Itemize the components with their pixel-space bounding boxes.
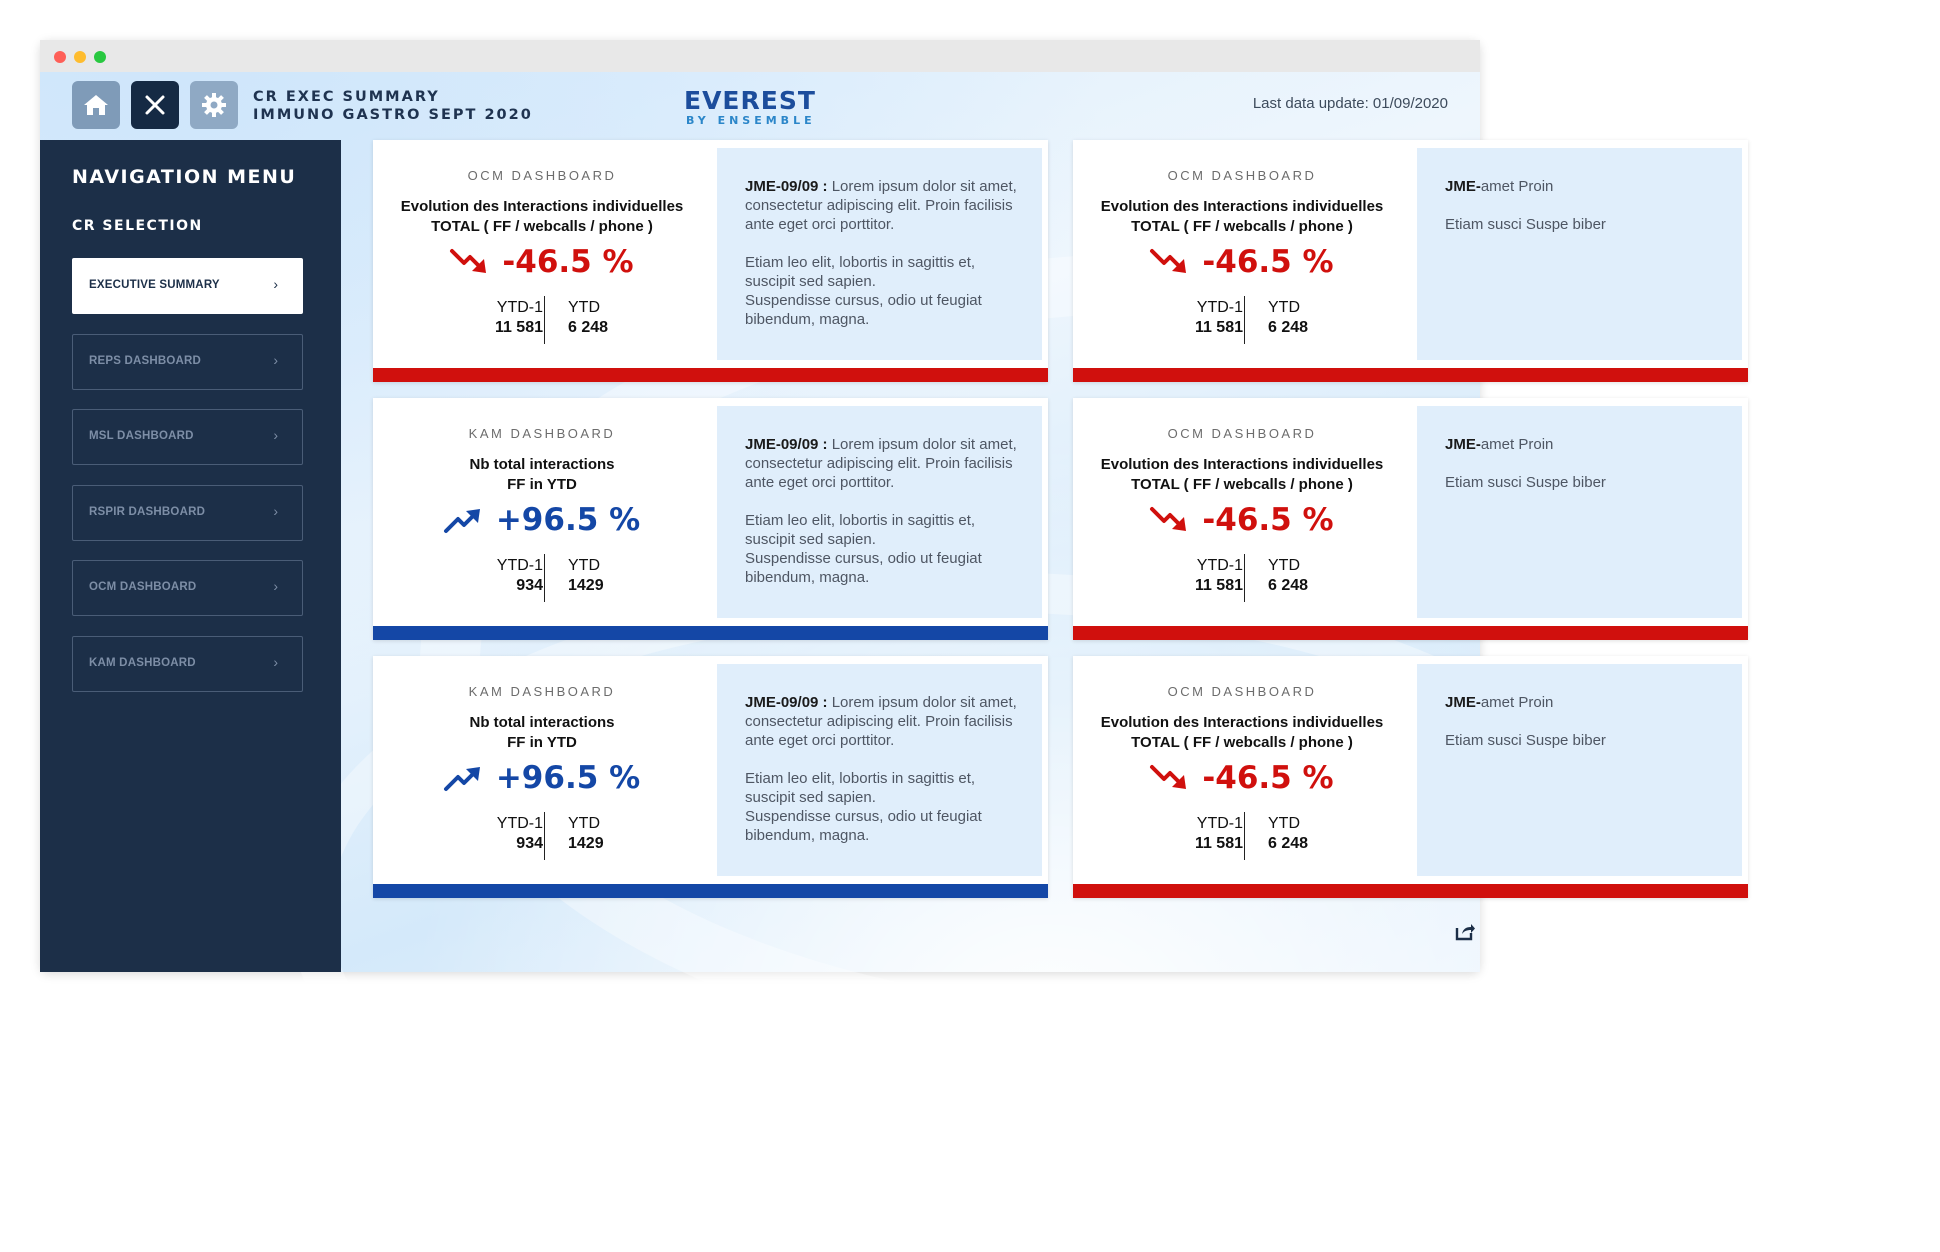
card-comment-panel: [1417, 148, 1742, 360]
kpi-card-metrics: [1073, 140, 1411, 368]
ytd-current-value: 1429: [568, 577, 604, 594]
ytd-divider: [1244, 812, 1245, 860]
card-dashboard-label: KAM DASHBOARD: [468, 426, 616, 441]
chevron-right-icon: ›: [273, 578, 278, 595]
window-minimize-dot[interactable]: [74, 51, 86, 63]
kpi-change: [1073, 502, 1411, 542]
card-title-line2: TOTAL ( FF / webcalls / phone ): [1131, 476, 1353, 493]
kpi-change: [1073, 244, 1411, 284]
ytd-divider: [544, 296, 545, 344]
chevron-right-icon: ›: [273, 351, 278, 368]
card-title-line2: FF in YTD: [507, 476, 577, 493]
ytd-current: [568, 298, 668, 338]
ytd-previous: [1143, 556, 1243, 596]
navigation-sidebar: [40, 140, 341, 972]
trend-up-arrow-icon: [444, 505, 484, 535]
card-title-line1: Nb total interactions: [469, 456, 615, 473]
comment-body-1: Lorem ipsum dolor sit amet, consectetur adipiscing elit. Proin facilisis ante eget orci porttitor.: [745, 436, 1017, 491]
share-export-icon: [1454, 920, 1476, 942]
ytd-current: [1268, 814, 1368, 854]
card-trend-bar: [373, 368, 1048, 382]
card-comment-text: [1445, 693, 1725, 750]
ytd-previous: [443, 556, 543, 596]
sidebar-item-label: KAM DASHBOARD: [89, 657, 196, 669]
card-title: [1073, 197, 1411, 237]
card-comment-panel: [1417, 664, 1742, 876]
ytd-current: [1268, 556, 1368, 596]
sidebar-item-label: RSPIR DASHBOARD: [89, 505, 206, 518]
comment-author-date: JME-: [1445, 178, 1481, 195]
kpi-change: [1073, 760, 1411, 800]
card-dashboard-label: OCM DASHBOARD: [467, 168, 617, 183]
close-button[interactable]: [131, 81, 179, 129]
ytd-current-value: 6 248: [1268, 577, 1309, 594]
ytd-previous-label: YTD-1: [1196, 299, 1243, 316]
kpi-card[interactable]: [1073, 656, 1748, 898]
cr-selection-heading: CR SELECTION: [72, 218, 203, 234]
ytd-previous-value: 11 581: [1194, 577, 1243, 594]
ytd-current: [568, 556, 668, 596]
kpi-change-value: -46.5 %: [1202, 760, 1334, 796]
ytd-previous-label: YTD-1: [496, 299, 543, 316]
kpi-change-value: -46.5 %: [502, 244, 634, 280]
comment-body-2: Etiam leo elit, lobortis in sagittis et, suscipit sed sapien. Suspendisse cursus, odio ut feugiat bibendum, magna.: [745, 254, 982, 328]
card-title: [1073, 455, 1411, 495]
card-title-line1: Evolution des Interactions individuelles: [1100, 714, 1384, 731]
ytd-previous-value: 11 581: [1194, 319, 1243, 336]
ytd-current-label: YTD: [568, 299, 600, 316]
window-maximize-dot[interactable]: [94, 51, 106, 63]
ytd-previous: [1143, 814, 1243, 854]
trend-down-arrow-icon: [1150, 505, 1190, 535]
chevron-right-icon: ›: [273, 427, 278, 444]
card-comment-text: [745, 693, 1025, 845]
card-title-line2: TOTAL ( FF / webcalls / phone ): [431, 218, 653, 235]
kpi-change: [373, 760, 711, 800]
kpi-change: [373, 502, 711, 542]
ytd-current-label: YTD: [1268, 299, 1300, 316]
ytd-previous-label: YTD-1: [496, 815, 543, 832]
comment-body-1: Lorem ipsum dolor sit amet, consectetur adipiscing elit. Proin facilisis ante eget orci porttitor.: [745, 178, 1017, 233]
ytd-previous-value: 11 581: [1194, 835, 1243, 852]
chevron-right-icon: ›: [273, 654, 278, 670]
ytd-current-label: YTD: [1268, 815, 1300, 832]
home-icon: [83, 93, 109, 117]
kpi-card[interactable]: [1073, 140, 1748, 382]
card-comment-text: [745, 435, 1025, 587]
card-title-line1: Evolution des Interactions individuelles: [400, 198, 684, 215]
trend-up-arrow-icon: [444, 763, 484, 793]
comment-body-1: Lorem ipsum dolor sit amet, consectetur adipiscing elit. Proin facilisis ante eget orci porttitor.: [745, 694, 1017, 749]
sidebar-item-label: EXECUTIVE SUMMARY: [89, 279, 220, 291]
logo-main-text: EVEREST: [684, 86, 816, 115]
ytd-divider: [1244, 554, 1245, 602]
card-title-line2: FF in YTD: [507, 734, 577, 751]
comment-author-date: JME-: [1445, 436, 1481, 453]
ytd-current-label: YTD: [1268, 557, 1300, 574]
ytd-previous: [1143, 298, 1243, 338]
ytd-divider: [544, 812, 545, 860]
kpi-card[interactable]: [373, 398, 1048, 640]
card-trend-bar: [373, 884, 1048, 898]
ytd-current-label: YTD: [568, 815, 600, 832]
chevron-right-icon: ›: [273, 502, 278, 519]
navigation-menu-title: NAVIGATION MENU: [72, 166, 297, 188]
gear-icon: [201, 92, 227, 118]
comment-body-1: amet Proin: [1480, 436, 1554, 453]
kpi-card-metrics: [1073, 656, 1411, 884]
card-trend-bar: [1073, 884, 1748, 898]
comment-body-2: Etiam leo elit, lobortis in sagittis et, suscipit sed sapien. Suspendisse cursus, odio ut feugiat bibendum, magna.: [745, 512, 982, 586]
kpi-change-value: +96.5 %: [495, 502, 641, 538]
page-title: [253, 88, 533, 124]
comment-body-2: Etiam leo elit, lobortis in sagittis et, suscipit sed sapien. Suspendisse cursus, odio ut feugiat bibendum, magna.: [745, 770, 982, 844]
export-button[interactable]: [1454, 920, 1476, 942]
sidebar-item-label: REPS DASHBOARD: [89, 354, 202, 367]
ytd-previous-label: YTD-1: [1196, 815, 1243, 832]
card-title: [1073, 713, 1411, 753]
card-trend-bar: [1073, 626, 1748, 640]
card-comment-panel: [717, 664, 1042, 876]
comment-author-date: JME-: [1445, 694, 1481, 711]
ytd-divider: [1244, 296, 1245, 344]
card-title: [373, 455, 711, 495]
card-dashboard-label: OCM DASHBOARD: [1167, 684, 1317, 699]
ytd-previous-value: 11 581: [494, 319, 543, 336]
logo-sub-text: BY ENSEMBLE: [686, 114, 816, 127]
card-comment-panel: [1417, 406, 1742, 618]
card-dashboard-label: OCM DASHBOARD: [1167, 426, 1317, 441]
sidebar-item-ocm-dashboard[interactable]: [72, 560, 303, 616]
chevron-right-icon: ›: [273, 276, 278, 292]
sidebar-item-reps-dashboard[interactable]: [72, 334, 303, 390]
ytd-current-label: YTD: [568, 557, 600, 574]
window-titlebar: [40, 40, 1480, 72]
card-title: [373, 197, 711, 237]
ytd-current-value: 6 248: [1268, 835, 1309, 852]
ytd-current-value: 6 248: [568, 319, 609, 336]
card-title-line1: Evolution des Interactions individuelles: [1100, 198, 1384, 215]
card-dashboard-label: KAM DASHBOARD: [468, 684, 616, 699]
page-title-line2: IMMUNO GASTRO SEPT 2020: [253, 107, 533, 123]
kpi-change-value: +96.5 %: [495, 760, 641, 796]
comment-body-2: Etiam susci Suspe biber: [1445, 732, 1606, 749]
page-title-line1: CR EXEC SUMMARY: [253, 89, 440, 105]
ytd-current-value: 6 248: [1268, 319, 1309, 336]
sidebar-item-msl-dashboard[interactable]: [72, 409, 303, 465]
card-comment-text: [1445, 177, 1725, 234]
window-close-dot[interactable]: [54, 51, 66, 63]
card-comment-text: [1445, 435, 1725, 492]
kpi-change-value: -46.5 %: [1202, 502, 1334, 538]
card-comment-panel: [717, 406, 1042, 618]
card-title: [373, 713, 711, 753]
ytd-previous-value: 934: [516, 577, 543, 594]
ytd-previous-value: 934: [516, 835, 543, 852]
card-title-line1: Nb total interactions: [469, 714, 615, 731]
kpi-card-metrics: [373, 140, 711, 368]
comment-body-2: Etiam susci Suspe biber: [1445, 216, 1606, 233]
kpi-change: [373, 244, 711, 284]
sidebar-item-executive-summary[interactable]: [72, 258, 303, 314]
ytd-current: [1268, 298, 1368, 338]
kpi-card-metrics: [1073, 398, 1411, 626]
kpi-card-metrics: [373, 656, 711, 884]
sidebar-item-label: MSL DASHBOARD: [89, 430, 194, 443]
comment-body-2: Etiam susci Suspe biber: [1445, 474, 1606, 491]
comment-author-date: JME-09/09 :: [745, 694, 828, 711]
card-trend-bar: [1073, 368, 1748, 382]
trend-down-arrow-icon: [1150, 763, 1190, 793]
sidebar-item-rspir-dashboard[interactable]: [72, 485, 303, 541]
kpi-change-value: -46.5 %: [1202, 244, 1334, 280]
ytd-current-value: 1429: [568, 835, 604, 852]
kpi-card[interactable]: [1073, 398, 1748, 640]
ytd-previous-label: YTD-1: [496, 557, 543, 574]
comment-body-1: amet Proin: [1480, 178, 1554, 195]
home-button[interactable]: [72, 81, 120, 129]
ytd-previous: [443, 298, 543, 338]
card-trend-bar: [373, 626, 1048, 640]
card-title-line2: TOTAL ( FF / webcalls / phone ): [1131, 218, 1353, 235]
comment-author-date: JME-09/09 :: [745, 178, 828, 195]
settings-button[interactable]: [190, 81, 238, 129]
kpi-card-metrics: [373, 398, 711, 626]
card-comment-panel: [717, 148, 1042, 360]
close-icon: [143, 93, 167, 117]
ytd-current: [568, 814, 668, 854]
sidebar-item-label: OCM DASHBOARD: [89, 581, 197, 594]
last-data-update: Last data update: 01/09/2020: [1252, 95, 1448, 112]
card-title-line2: TOTAL ( FF / webcalls / phone ): [1131, 734, 1353, 751]
kpi-card[interactable]: [373, 656, 1048, 898]
app-area: [40, 72, 1606, 972]
ytd-previous: [443, 814, 543, 854]
comment-author-date: JME-09/09 :: [745, 436, 828, 453]
kpi-card[interactable]: [373, 140, 1048, 382]
sidebar-item-kam-dashboard[interactable]: [72, 636, 303, 692]
trend-down-arrow-icon: [1150, 247, 1190, 277]
everest-logo: [684, 87, 840, 129]
card-dashboard-label: OCM DASHBOARD: [1167, 168, 1317, 183]
comment-body-1: amet Proin: [1480, 694, 1554, 711]
card-title-line1: Evolution des Interactions individuelles: [1100, 456, 1384, 473]
trend-down-arrow-icon: [450, 247, 490, 277]
ytd-divider: [544, 554, 545, 602]
browser-window: [40, 40, 1606, 972]
ytd-previous-label: YTD-1: [1196, 557, 1243, 574]
card-comment-text: [745, 177, 1025, 329]
